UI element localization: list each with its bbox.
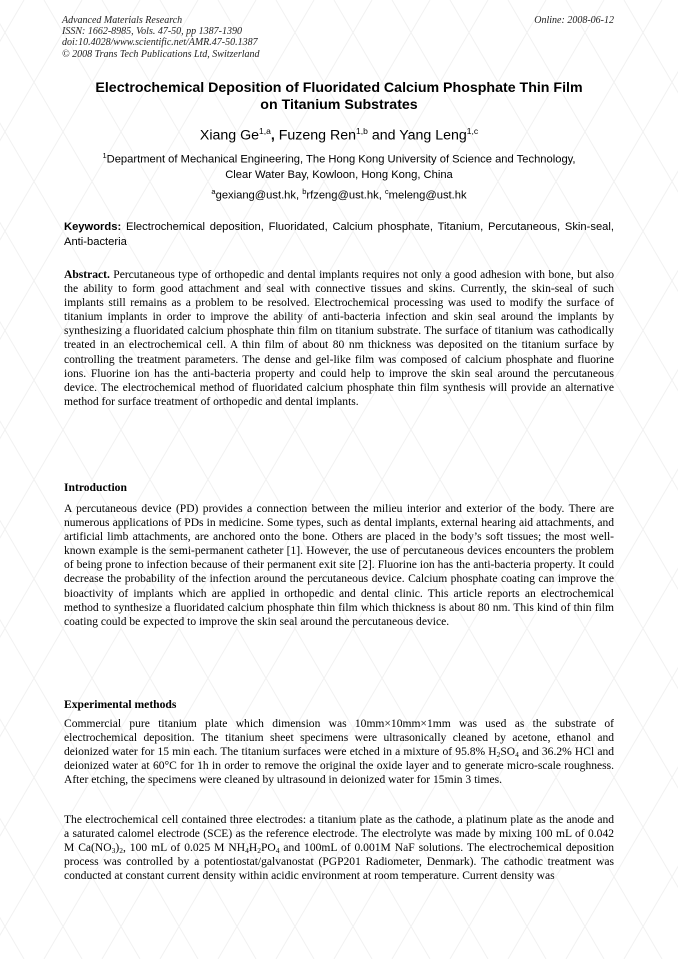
issn-line: ISSN: 1662-8985, Vols. 47-50, pp 1387-1390 [62,26,242,38]
keywords-text: Electrochemical deposition, Fluoridated, Calcium phosphate, Titanium, Percutaneous, Skin-seal, Anti-bacteria [64,221,614,248]
affiliation-sup: 1 [102,151,107,160]
text-run: and 100mL of 0.001M NaF solutions. The electrochemical deposition process was controlled by a potentiostat/galvanostat (PGP201 Radiometer, Denmark). The cathodic treatment was conducted at constant current density within acidic environment at room temperature. Current density was [64,842,614,883]
text-run: SO [500,746,516,759]
email-separator: , [378,189,385,202]
introduction-heading: Introduction [64,481,127,494]
author-separator: and [367,127,400,144]
subscript: 4 [275,846,280,856]
affiliation-line-2: Clear Water Bay, Kowloon, Hong Kong, China [225,168,453,181]
email-list [50,185,628,203]
methods-heading: Experimental methods [64,698,177,711]
subscript: 2 [119,846,123,856]
paper-title [50,80,628,114]
text-run: The electrochemical cell contained three electrodes: a titanium plate as the cathode, a platinum plate as the anode and a saturated calomel electrode (SCE) as the reference electrode. The electrolyte was made by mixing 100 mL of 0.042 M Ca(NO [64,814,614,855]
email-link[interactable]: rfzeng@ust.hk [306,189,379,202]
author-list [50,122,628,145]
email-sup: c [384,187,389,196]
abstract-text: Percutaneous type of orthopedic and dental implants requires not only a good adhesion with bone, but also the ability to form good attachment and seal with connective tissues and skins. Currently, the skin-seal of such implants still remains as a problem to be resolved. Electrochemical processing was used to modify the surface of titanium implants in order to improve the ability of anti-bacteria infection and skin seal around the implants by synthesizing a fluoridated calcium phosphate thin film on titanium substrate. The surface of titanium was cathodically treated in an electrochemical cell. A thin film of about 80 nm thickness was deposited on the titanium surface by controlling the treatment parameters. The dense and gel-like film was composed of calcium phosphate and fluorine ions. Fluorine ion has the anti-bacteria property and could help to improve the skin seal around the percutaneous device. The electrochemical method of fluoridated calcium phosphate thin film synthesis will provide an alternative method for surface treatment of orthopedic and dental implants. [64,269,614,408]
copyright-line: © 2008 Trans Tech Publications Ltd, Switzerland [62,48,260,60]
doi-line: doi:10.4028/www.scientific.net/AMR.47-50.1387 [62,37,258,49]
keywords [64,220,614,249]
subscript: 4 [515,750,519,760]
affiliation [50,148,628,183]
email-sup: b [302,187,307,196]
online-date: Online: 2008-06-12 [534,15,614,26]
email-separator: , [296,189,303,202]
subscript: 4 [245,846,249,856]
title-line-1: Electrochemical Deposition of Fluoridated Calcium Phosphate Thin Film [95,80,583,96]
email-link[interactable]: meleng@ust.hk [388,189,467,202]
text-run: H [248,842,258,855]
author-sup: 1,a [259,126,271,136]
introduction-text: A percutaneous device (PD) provides a connection between the milieu interior and exterior of the body. There are numerous applications of PDs in medicine. Some types, such as dental implants, external hearing aid attachments, and artificial limb attachments, are anchored onto the bone. Others are placed in the body’s soft tissues; the most well-known example is the semi-permanent catheter [1]. However, the use of percutaneous devices encounters the problem of being prone to infection because of their permanent exit site [2]. Fluorine ion has the anti-bacteria property. It could decrease the probability of the infection around the percutaneous device. Calcium phosphate coating can improve the bioactivity of implants which are applied in orthopedic and dental clinic. This article reports an electrochemical method to synthesize a fluoridated calcium phosphate thin film which thickness is about 80 nm. This kind of thin film coating could be expected to improve the skin seal around the percutaneous device. [64,503,614,628]
author-separator: , [270,127,279,144]
abstract [64,268,614,409]
text-run: and 36.2% HCl and deionized water at 60°C for 1h in order to remove the original the oxide layer and to generate micro-scale roughness. After etching, the specimens were cleaned by ultrasound in deionized water for 15min 3 times. [64,746,614,787]
subscript: 2 [496,750,501,760]
methods-paragraph-1 [64,717,614,787]
text-run: ) [115,842,120,855]
email-sup: a [211,187,216,196]
author-sup: 1,c [466,126,479,136]
journal-header [62,15,422,60]
methods-paragraph-2 [64,813,614,883]
subscript: 2 [257,846,261,856]
affiliation-line-1: Department of Mechanical Engineering, The Hong Kong University of Science and Technology, [106,153,576,166]
email-link[interactable]: gexiang@ust.hk [215,189,296,202]
subscript: 3 [111,846,116,856]
title-line-2: on Titanium Substrates [260,97,418,113]
journal-name: Advanced Materials Research [62,15,183,26]
author-name: Xiang Ge [199,127,260,144]
keywords-label: Keywords: [64,221,122,233]
abstract-label: Abstract. [64,269,110,281]
author-name: Fuzeng Ren [278,127,357,144]
author-name: Yang Leng [399,127,467,144]
text-run: , 100 mL of 0.025 M NH [122,842,246,855]
text-run: PO [260,842,276,855]
text-run: Commercial pure titanium plate which dimension was 10mm×10mm×1mm was used as the substrate of electrochemical deposition. The titanium sheet specimens were ultrasonically cleaned by acetone, ethanol and deionized water for 15 min each. The titanium surfaces were etched in a mixture of 95.8% H [64,718,614,759]
author-sup: 1,b [356,126,368,136]
